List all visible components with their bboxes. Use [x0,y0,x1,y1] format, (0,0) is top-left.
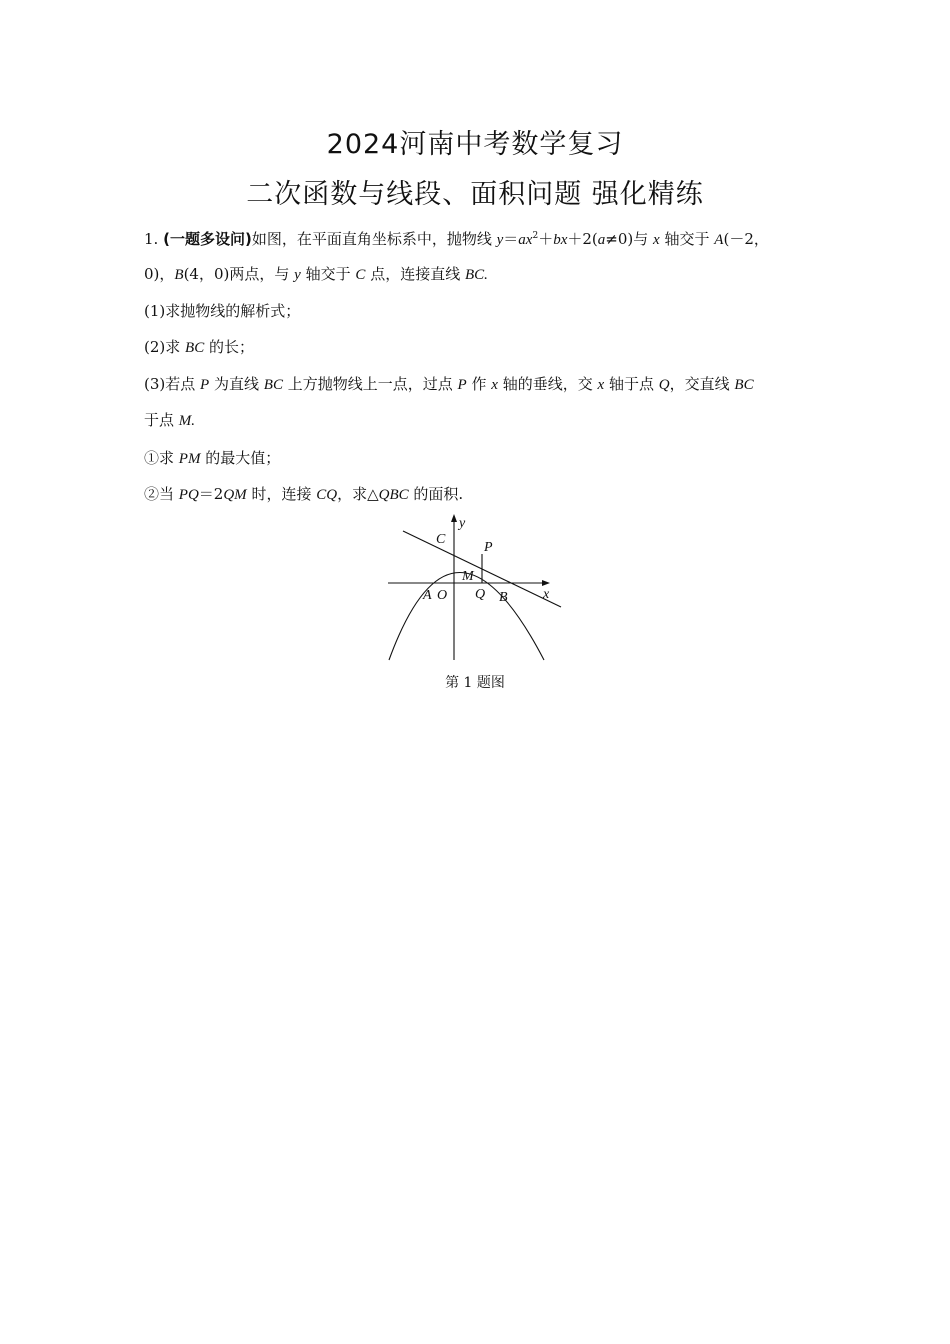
stem-text: 轴交于 [305,265,351,283]
q-text: ，求△ [337,485,379,503]
stem-text: 0)， [144,265,175,283]
stem-text: 点，连接直线 [370,265,461,283]
q-text: 的最大值； [205,449,281,467]
q-text: (2)求 [144,338,181,356]
var-y: y [294,267,301,283]
plus-two: ＋2( [567,230,598,248]
label-x: x [543,587,550,602]
q-text: 上方抛物线上一点，过点 [287,375,453,393]
segment-PQ: PQ [178,487,199,503]
line-BC: BC. [465,267,488,283]
plus-sign: ＋ [538,230,554,248]
var-ax: ax [518,232,533,248]
label-P: P [484,540,493,555]
q-text: ②当 [144,485,175,503]
var-a: a [597,232,606,248]
point-P: P [457,377,467,393]
var-bx: bx [553,232,568,248]
point-P: P [200,377,210,393]
eq-sign: ＝ [503,230,519,248]
line-BC: BC [185,340,205,356]
problem-stem-line2 [144,264,488,285]
problem-number: 1. [144,230,159,248]
point-C: C [355,267,366,283]
triangle-QBC: QBC [378,487,409,503]
problem-stem-line1 [144,226,769,250]
eq-sign: ＝2 [198,485,224,503]
point-Q: Q [658,377,670,393]
figure-caption: 第 1 题图 [445,675,505,691]
exponent: 2 [532,231,539,241]
stem-text: (4，0)两点，与 [183,265,290,283]
q-text: ，交直线 [669,375,730,393]
y-axis-arrow-icon [451,514,457,522]
label-B: B [499,590,508,605]
question-3-line2 [144,410,195,431]
q-text: (3)若点 [144,375,196,393]
label-C: C [436,532,446,547]
coordinate-diagram [380,505,570,670]
var-x: x [597,377,605,393]
label-M: M [462,569,474,584]
document-title: 2024河南中考数学复习 [326,129,624,160]
label-y: y [459,516,466,531]
q-text: 轴的垂线，交 [502,375,593,393]
question-2 [144,337,254,358]
line-BC: BC [263,377,283,393]
segment-CQ: CQ [316,487,338,503]
segment-QM: QM [223,487,247,503]
point-M: M. [178,413,196,429]
question-3-line1 [144,374,754,395]
x-axis-arrow-icon [542,580,550,586]
point-B: B [174,267,184,283]
label-A: A [423,588,432,603]
q-text: 时，连接 [251,485,312,503]
q-text: 作 [471,375,487,393]
problem-tag: (一题多设问) [163,230,252,248]
sub-question-2 [144,484,463,505]
q-text: 的长； [208,338,254,356]
q-text: 为直线 [213,375,259,393]
parabola-curve [389,573,544,661]
var-x: x [653,232,660,248]
segment-PM: PM [178,451,201,467]
stem-text: 轴交于 [664,230,710,248]
q-text: 于点 [144,411,175,429]
document-subtitle: 二次函数与线段、面积问题 强化精练 [246,179,704,210]
var-x: x [491,377,498,393]
q-text: ①求 [144,449,175,467]
stem-text: 如图，在平面直角坐标系中，抛物线 [251,230,492,248]
q-text: 的面积. [413,485,464,503]
ne-zero: ≠0)与 [605,230,649,248]
point-A: A [714,232,724,248]
q-text: 轴于点 [608,375,654,393]
stem-text: (－2， [723,230,769,248]
label-Q: Q [475,587,486,602]
var-y: y [496,232,504,248]
label-O: O [437,588,448,603]
parabola-figure [380,505,570,670]
sub-question-1 [144,448,280,469]
line-BC: BC [734,377,754,393]
question-1: (1)求抛物线的解析式； [144,302,301,320]
